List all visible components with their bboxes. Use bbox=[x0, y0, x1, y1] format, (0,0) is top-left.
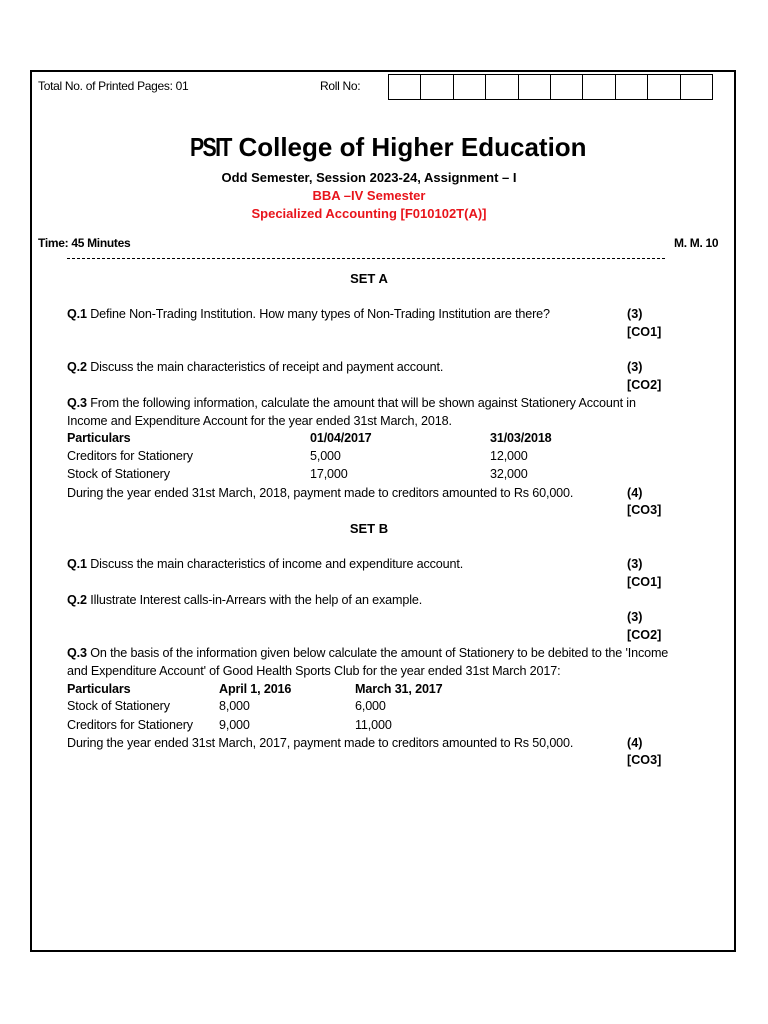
table-cell: 11,000 bbox=[355, 718, 392, 732]
roll-no-box[interactable] bbox=[680, 74, 713, 100]
roll-no-box[interactable] bbox=[388, 74, 421, 100]
table-cell: 6,000 bbox=[355, 699, 386, 713]
roll-no-box[interactable] bbox=[453, 74, 486, 100]
table-header: March 31, 2017 bbox=[355, 682, 443, 696]
table-cell: 17,000 bbox=[310, 467, 348, 481]
printed-pages-label: Total No. of Printed Pages: 01 bbox=[38, 79, 189, 93]
divider-line bbox=[67, 258, 665, 259]
course-line: Specialized Accounting [F010102T(A)] bbox=[251, 206, 487, 221]
question-number: Q.1 bbox=[67, 307, 87, 321]
roll-no-box[interactable] bbox=[420, 74, 453, 100]
roll-no-box[interactable] bbox=[615, 74, 648, 100]
table-cell: 9,000 bbox=[219, 718, 250, 732]
table-cell: Stock of Stationery bbox=[67, 467, 170, 481]
question-text: Illustrate Interest calls-in-Arrears with the help of an example. bbox=[90, 593, 423, 607]
set-a-q1 bbox=[67, 307, 550, 321]
question-text: Define Non-Trading Institution. How many types of Non-Trading Institution are there? bbox=[90, 307, 550, 321]
set-a-q2 bbox=[67, 360, 443, 374]
psit-logo: PSIT bbox=[190, 132, 232, 162]
set-b-q2 bbox=[67, 593, 422, 607]
table-cell: 8,000 bbox=[219, 699, 250, 713]
program-line: BBA –IV Semester bbox=[312, 188, 426, 203]
roll-no-box[interactable] bbox=[647, 74, 680, 100]
question-marks: (3) bbox=[627, 360, 643, 374]
question-text: From the following information, calculate the amount that will be shown against Stationery Account in bbox=[90, 396, 636, 410]
course-outcome: [CO2] bbox=[627, 378, 662, 392]
table-header: Particulars bbox=[67, 431, 131, 445]
question-number: Q.2 bbox=[67, 593, 87, 607]
question-number: Q.3 bbox=[67, 396, 87, 410]
table-header: April 1, 2016 bbox=[219, 682, 292, 696]
table-header: 01/04/2017 bbox=[310, 431, 372, 445]
set-b-q3-line2: and Expenditure Account' of Good Health Sports Club for the year ended 31st March 2017: bbox=[67, 664, 561, 678]
table-cell: Stock of Stationery bbox=[67, 699, 170, 713]
roll-no-boxes bbox=[389, 74, 713, 100]
roll-no-box[interactable] bbox=[518, 74, 551, 100]
roll-no-label: Roll No: bbox=[320, 79, 361, 93]
table-header: Particulars bbox=[67, 682, 131, 696]
question-number: Q.3 bbox=[67, 646, 87, 660]
question-marks: (3) bbox=[627, 557, 643, 571]
table-cell: Creditors for Stationery bbox=[67, 718, 193, 732]
set-b-title: SET B bbox=[349, 521, 389, 536]
question-text: On the basis of the information given below calculate the amount of Stationery to be debited to the 'Income bbox=[90, 646, 669, 660]
question-text: Discuss the main characteristics of income and expenditure account. bbox=[90, 557, 464, 571]
roll-no-box[interactable] bbox=[485, 74, 518, 100]
question-marks: (3) bbox=[627, 610, 643, 624]
question-text: Discuss the main characteristics of receipt and payment account. bbox=[90, 360, 444, 374]
max-marks-label: M. M. 10 bbox=[674, 236, 719, 250]
set-a-q3-line2: Income and Expenditure Account for the year ended 31st March, 2018. bbox=[67, 414, 452, 428]
table-cell: Creditors for Stationery bbox=[67, 449, 193, 463]
course-outcome: [CO1] bbox=[627, 325, 662, 339]
course-outcome: [CO3] bbox=[627, 753, 662, 767]
question-footer: During the year ended 31st March, 2018, payment made to creditors amounted to Rs 60,000. bbox=[67, 486, 574, 500]
course-outcome: [CO3] bbox=[627, 503, 662, 517]
table-cell: 5,000 bbox=[310, 449, 341, 463]
table-cell: 12,000 bbox=[490, 449, 528, 463]
set-b-q3-line1 bbox=[67, 646, 668, 660]
course-outcome: [CO2] bbox=[627, 628, 662, 642]
question-marks: (4) bbox=[627, 486, 643, 500]
question-marks: (3) bbox=[627, 307, 643, 321]
set-a-title: SET A bbox=[350, 271, 388, 286]
time-label: Time: 45 Minutes bbox=[38, 236, 131, 250]
question-footer: During the year ended 31st March, 2017, payment made to creditors amounted to Rs 50,000. bbox=[67, 736, 574, 750]
set-a-q3-line1 bbox=[67, 396, 636, 410]
question-marks: (4) bbox=[627, 736, 643, 750]
college-name: College of Higher Education bbox=[238, 132, 587, 162]
question-number: Q.2 bbox=[67, 360, 87, 374]
table-header: 31/03/2018 bbox=[490, 431, 552, 445]
table-cell: 32,000 bbox=[490, 467, 528, 481]
session-line: Odd Semester, Session 2023-24, Assignment – I bbox=[221, 170, 517, 185]
roll-no-box[interactable] bbox=[582, 74, 615, 100]
set-b-q1 bbox=[67, 557, 463, 571]
course-outcome: [CO1] bbox=[627, 575, 662, 589]
question-number: Q.1 bbox=[67, 557, 87, 571]
roll-no-box[interactable] bbox=[550, 74, 583, 100]
page-title bbox=[0, 132, 768, 163]
